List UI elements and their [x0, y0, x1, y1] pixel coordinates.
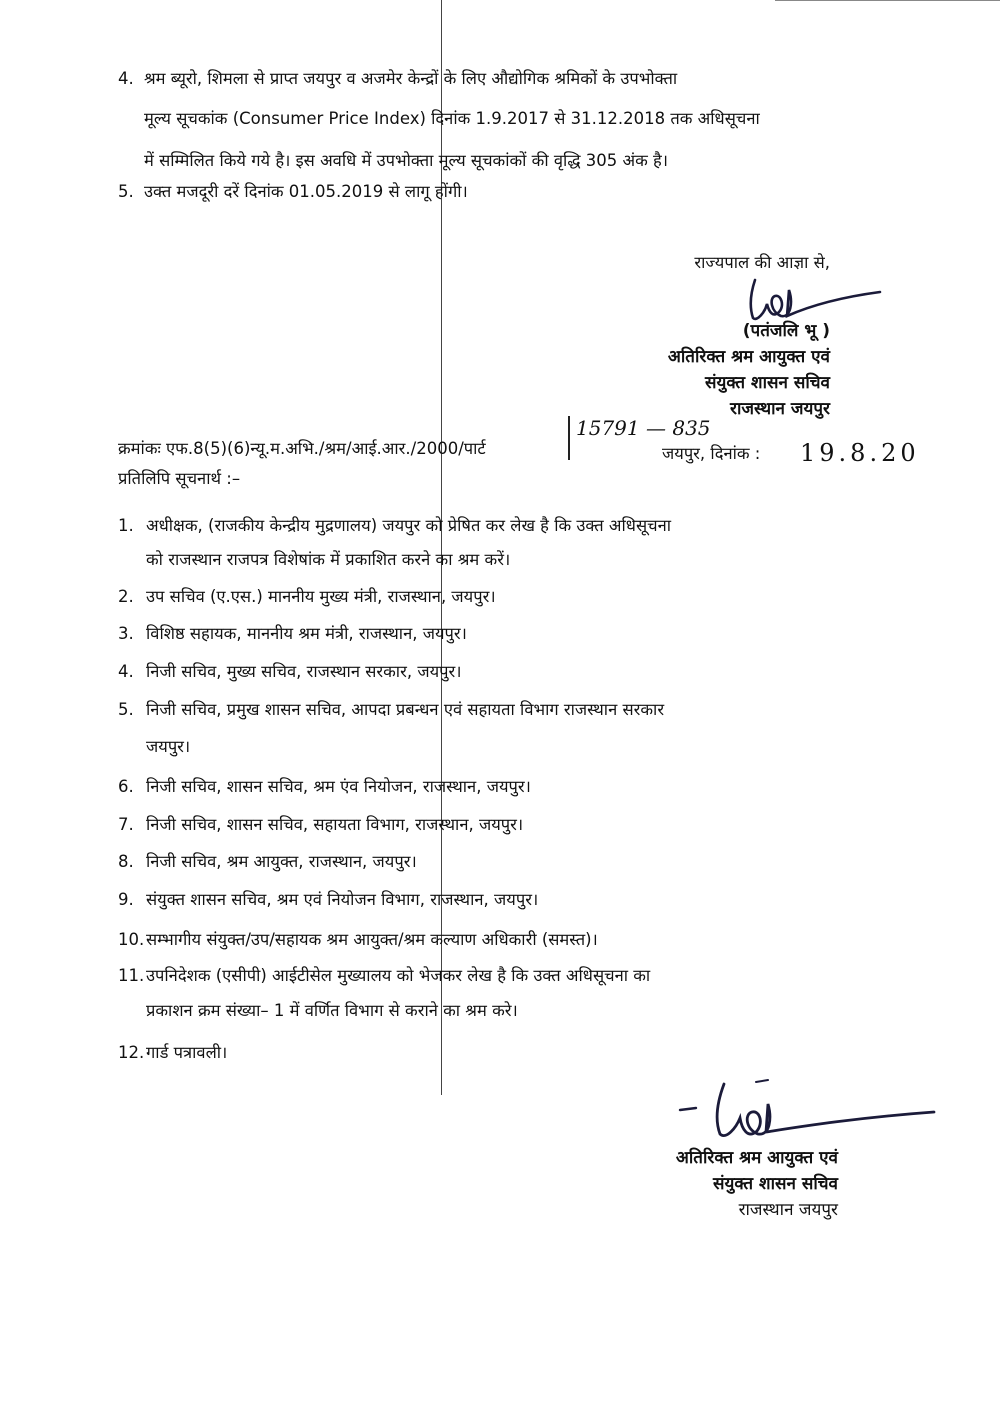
kramank-text: क्रमांकः एफ.8(5)(6)न्यू.म.अभि./श्रम/आई.आर./2000/पार्ट — [118, 439, 486, 458]
governor-order-line: राज्यपाल की आज्ञा से, — [694, 253, 830, 272]
list-number: 3. — [118, 624, 134, 643]
designation-line-2: संयुक्त शासन सचिव — [704, 373, 830, 393]
paragraph-number: 4. — [118, 69, 134, 88]
designation-line-1: अतिरिक्त श्रम आयुक्त एवं — [667, 347, 830, 367]
copy-heading-text: प्रतिलिपि सूचनार्थ :– — [118, 469, 241, 488]
list-text: अधीक्षक, (राजकीय केन्द्रीय मुद्रणालय) जयपुर को प्रेषित कर लेख है कि उक्त अधिसूचना — [146, 516, 672, 535]
handwritten-date — [800, 439, 920, 467]
list-number: 7. — [118, 815, 134, 834]
scan-edge-line — [775, 0, 1000, 1]
list-number: 11. — [118, 966, 145, 985]
paragraph-4-line-2: मूल्य सूचकांक (Consumer Price Index) दिनांक 1.9.2017 से 31.12.2018 तक अधिसूचना — [144, 109, 760, 128]
list-number: 8. — [118, 852, 134, 871]
list-item — [118, 515, 833, 537]
officer-name: (पतंजलि भू ) — [742, 321, 830, 341]
list-text: प्रकाशन क्रम संख्या– 1 में वर्णित विभाग से कराने का श्रम करे। — [146, 1001, 518, 1020]
list-item — [118, 661, 462, 683]
list-text: सम्भागीय संयुक्त/उप/सहायक श्रम आयुक्त/श्रम कल्याण अधिकारी (समस्त)। — [146, 930, 598, 949]
list-number: 2. — [118, 587, 134, 606]
list-item — [118, 965, 833, 987]
signature-block-2 — [560, 1145, 838, 1223]
list-item — [118, 814, 523, 836]
list-number: 5. — [118, 700, 134, 719]
list-item — [118, 623, 467, 645]
paragraph-4-cont-1 — [144, 108, 760, 130]
list-text: निजी सचिव, श्रम आयुक्त, राजस्थान, जयपुर। — [146, 852, 417, 871]
list-text: को राजस्थान राजपत्र विशेषांक में प्रकाशित करने का श्रम करें। — [146, 550, 511, 569]
place-date — [662, 443, 760, 465]
designation-place: राजस्थान जयपुर — [738, 1200, 838, 1220]
paragraph-4 — [118, 68, 838, 90]
signature-block-1-details — [560, 318, 830, 422]
date-value: 19.8.20 — [800, 439, 920, 467]
handwritten-number: 15791 — 835 — [576, 416, 711, 440]
list-item — [118, 929, 598, 951]
list-item — [118, 851, 417, 873]
paragraph-5-text: उक्त मजदूरी दरें दिनांक 01.05.2019 से लागू होंगी। — [144, 182, 468, 201]
list-item — [118, 776, 531, 798]
list-number: 1. — [118, 516, 134, 535]
list-number: 9. — [118, 890, 134, 909]
paragraph-4-line-3: में सम्मिलित किये गये है। इस अवधि में उपभोक्ता मूल्य सूचकांकों की वृद्धि 305 अंक है। — [144, 151, 669, 170]
reference-number — [118, 438, 486, 460]
list-text: विशिष्ठ सहायक, माननीय श्रम मंत्री, राजस्थान, जयपुर। — [146, 624, 467, 643]
list-item-continuation — [146, 1000, 518, 1022]
designation-line-2: संयुक्त शासन सचिव — [712, 1174, 838, 1194]
list-text: निजी सचिव, मुख्य सचिव, राजस्थान सरकार, जयपुर। — [146, 662, 462, 681]
list-number: 4. — [118, 662, 134, 681]
list-text: निजी सचिव, शासन सचिव, श्रम एंव नियोजन, राजस्थान, जयपुर। — [146, 777, 531, 796]
place-date-label: जयपुर, दिनांक : — [662, 444, 761, 463]
list-item-continuation — [146, 549, 510, 571]
copy-heading — [118, 468, 240, 490]
list-item — [118, 699, 664, 721]
paragraph-4-cont-2 — [144, 150, 668, 172]
list-text: उपनिदेशक (एसीपी) आईटीसेल मुख्यालय को भेजकर लेख है कि उक्त अधिसूचना का — [146, 966, 651, 985]
list-item-continuation — [146, 736, 190, 758]
list-text: संयुक्त शासन सचिव, श्रम एवं नियोजन विभाग, राजस्थान, जयपुर। — [146, 890, 539, 909]
paragraph-5 — [118, 181, 468, 203]
signature-2 — [672, 1078, 942, 1148]
list-text: जयपुर। — [146, 737, 191, 756]
designation-place: राजस्थान जयपुर — [730, 399, 830, 419]
designation-line-1: अतिरिक्त श्रम आयुक्त एवं — [675, 1148, 838, 1168]
list-number: 6. — [118, 777, 134, 796]
paragraph-4-line-1: श्रम ब्यूरो, शिमला से प्राप्त जयपुर व अजमेर केन्द्रों के लिए औद्योगिक श्रमिकों के उपभोक्ता — [144, 69, 678, 88]
paragraph-number: 5. — [118, 182, 134, 201]
list-text: निजी सचिव, शासन सचिव, सहायता विभाग, राजस्थान, जयपुर। — [146, 815, 524, 834]
list-number: 10. — [118, 930, 145, 949]
list-text: गार्ड पत्रावली। — [146, 1043, 228, 1062]
list-item — [118, 586, 496, 608]
list-item — [118, 889, 538, 911]
list-number: 12. — [118, 1043, 145, 1062]
list-text: निजी सचिव, प्रमुख शासन सचिव, आपदा प्रबन्धन एवं सहायता विभाग राजस्थान सरकार — [146, 700, 665, 719]
list-text: उप सचिव (ए.एस.) माननीय मुख्य मंत्री, राजस्थान, जयपुर। — [146, 587, 496, 606]
list-item — [118, 1042, 227, 1064]
